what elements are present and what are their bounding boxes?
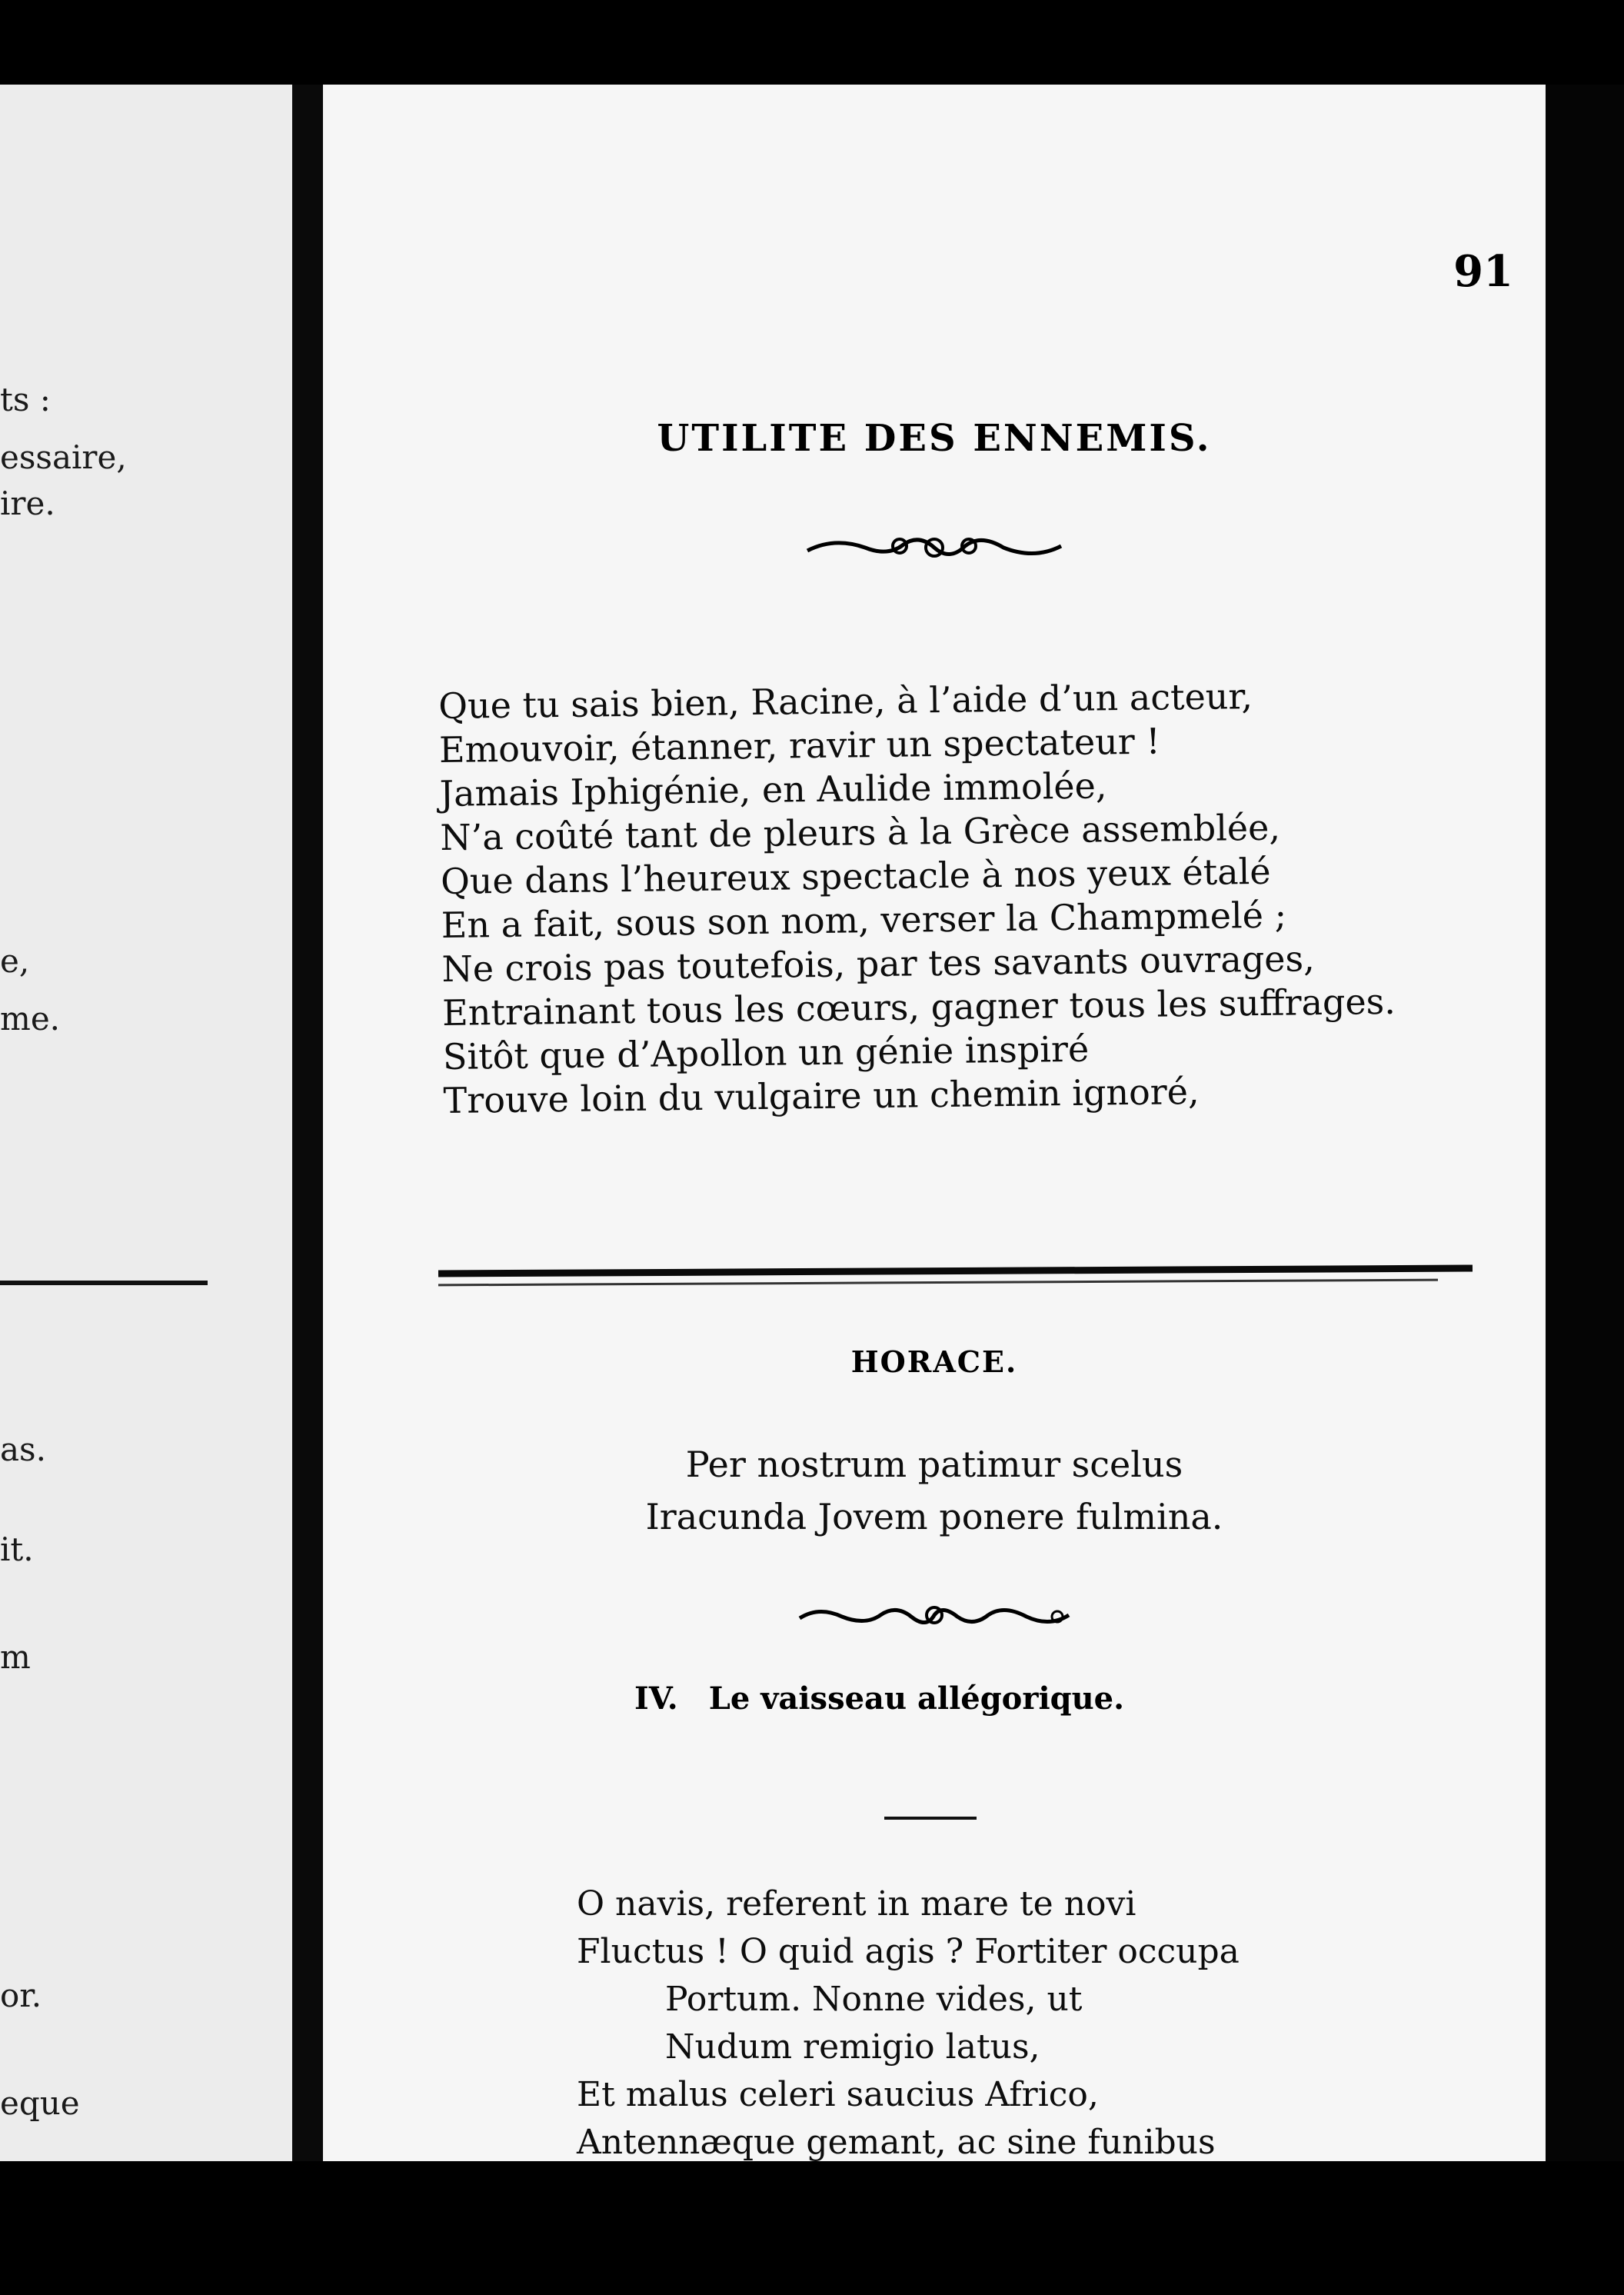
facing-text-line: as. (0, 1431, 46, 1468)
verse-line: Trouve loin du vulgaire un chemin ignoré, (443, 1070, 1200, 1121)
verse-line: Nudum remigio latus, (665, 2027, 1040, 2067)
verse-line: En a fait, sous son nom, verser la Champmelé ; (441, 894, 1287, 946)
scan-border (1546, 85, 1624, 2161)
verse-line: Que dans l’heureux spectacle à nos yeux étalé (440, 850, 1271, 902)
author-heading: HORACE. (850, 1344, 1018, 1379)
verse-line: Ne crois pas toutefois, par tes savants ouvrages, (441, 938, 1315, 990)
facing-text-line: e, (0, 942, 30, 980)
facing-rule (0, 1281, 208, 1285)
verse-line: Antennæque gemant, ac sine funibus (577, 2123, 1216, 2162)
section-number: IV. (634, 1680, 678, 1717)
verse-line: Portum. Nonne vides, ut (665, 1980, 1083, 2019)
epigraph-line: Iracunda Jovem ponere fulmina. (645, 1496, 1223, 1537)
epigraph-line: Per nostrum patimur scelus (685, 1444, 1183, 1485)
verse-line: Entrainant tous les cœurs, gagner tous les suffrages. (441, 980, 1396, 1034)
page-number: 91 (1453, 246, 1513, 297)
latin-verse (577, 1880, 1240, 2167)
poem-verse (438, 673, 1397, 1123)
ornament-divider-icon (804, 529, 1065, 566)
latin-epigraph (323, 1438, 1546, 1543)
verse-line: Sitôt que d’Apollon un génie inspiré (442, 1028, 1090, 1078)
verse-line: Que tu sais bien, Racine, à l’aide d’un acteur, (438, 675, 1253, 727)
facing-text-line: ts : (0, 381, 51, 418)
section-rule (438, 1264, 1473, 1277)
verse-line: Jamais Iphigénie, en Aulide immolée, (439, 764, 1107, 814)
verse-line: Et malus celeri saucius Africo, (577, 2075, 1099, 2114)
facing-text-line: eque (0, 2084, 80, 2122)
poem-title: UTILITE DES ENNEMIS. (657, 417, 1212, 460)
section-heading (634, 1680, 1124, 1717)
book-gutter (292, 85, 323, 2161)
facing-text-line: ire. (0, 485, 55, 522)
verse-line: Fluctus ! O quid agis ? Fortiter occupa (577, 1932, 1240, 1971)
facing-text-line: it. (0, 1531, 34, 1568)
facing-text-line: m (0, 1638, 31, 1676)
facing-text-line: or. (0, 1977, 42, 2014)
verse-line: Emouvoir, étanner, ravir un spectateur ! (438, 720, 1161, 771)
ornament-divider-icon (796, 1598, 1073, 1634)
facing-text-line: me. (0, 1000, 61, 1038)
facing-text-line: essaire, (0, 438, 127, 476)
verse-line: N’a coûté tant de pleurs à la Grèce assemblée, (440, 806, 1281, 858)
short-rule (884, 1817, 977, 1820)
facing-page (0, 85, 292, 2161)
verse-line: O navis, referent in mare te novi (577, 1884, 1136, 1924)
book-page (323, 85, 1546, 2161)
section-title: Le vaisseau allégorique. (708, 1680, 1125, 1717)
section-rule-thin (438, 1279, 1438, 1287)
